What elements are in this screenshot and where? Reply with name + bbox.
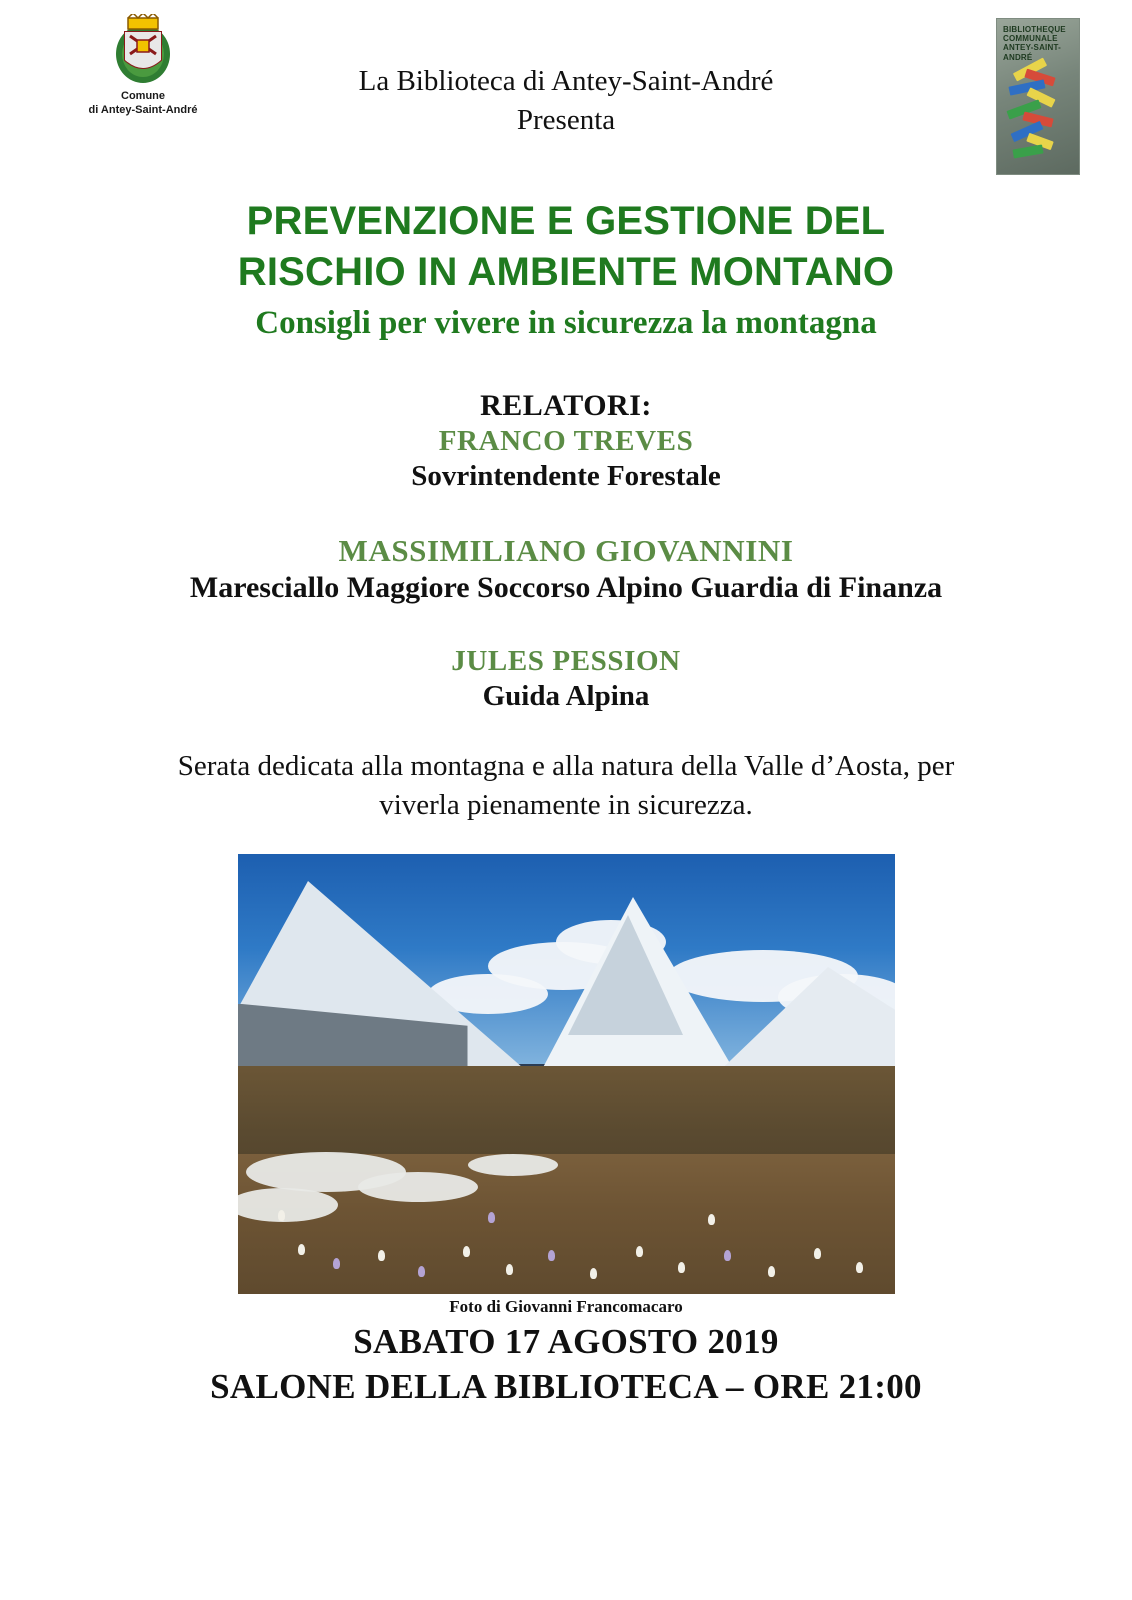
event-date: SABATO 17 AGOSTO 2019 — [353, 1321, 779, 1361]
crocus-flower — [814, 1248, 821, 1259]
crocus-flower — [418, 1266, 425, 1277]
speaker-role: Guida Alpina — [482, 680, 650, 713]
mountain-shadow — [568, 912, 683, 1035]
mountain-landscape-photo — [238, 854, 895, 1294]
crocus-flower — [506, 1264, 513, 1275]
title-line-2: RISCHIO IN AMBIENTE MONTANO — [237, 250, 895, 295]
crest-caption-line2: di Antey-Saint-André — [88, 103, 198, 116]
library-logo-line2: COMMUNALE — [1003, 34, 1058, 44]
mountain-peak-right — [708, 964, 895, 1082]
speaker-name: MASSIMILIANO GIOVANNINI — [338, 533, 794, 569]
speaker-item — [0, 533, 1132, 605]
crocus-flower — [724, 1250, 731, 1261]
library-logo-line1: BIBLIOTHEQUE — [1003, 25, 1066, 34]
photo-credit: Foto di Giovanni Francomacaro — [449, 1296, 683, 1316]
crocus-flower — [590, 1268, 597, 1279]
poster-header — [0, 0, 1132, 180]
speaker-item — [0, 425, 1132, 493]
crocus-flower — [768, 1266, 775, 1277]
speaker-role: Sovrintendente Forestale — [411, 460, 721, 493]
crocus-flower — [548, 1250, 555, 1261]
title-block — [0, 196, 1132, 345]
crocus-flower — [298, 1244, 305, 1255]
crocus-flower — [708, 1214, 715, 1225]
speaker-item — [0, 645, 1132, 713]
event-footer — [0, 1319, 1132, 1410]
description-line1: Serata dedicata alla montagna e alla natura della Valle d’Aosta, per — [177, 750, 955, 783]
library-logo-line3: ANTEY-SAINT-ANDRÉ — [1003, 43, 1061, 62]
speakers-section — [0, 389, 1132, 713]
crocus-flower — [856, 1262, 863, 1273]
speaker-role: Maresciallo Maggiore Soccorso Alpino Guardia di Finanza — [189, 571, 943, 605]
description-block — [86, 747, 1046, 825]
presenter-line1: La Biblioteca di Antey-Saint-André — [358, 65, 774, 97]
crocus-flower — [278, 1210, 285, 1221]
speakers-label: RELATORI: — [480, 389, 652, 423]
event-venue: SALONE DELLA BIBLIOTECA – ORE 21:00 — [210, 1367, 922, 1407]
crocus-flower — [488, 1212, 495, 1223]
snow-patch — [238, 1188, 338, 1222]
crest-caption-line1: Comune — [121, 90, 165, 102]
snow-patch — [468, 1154, 558, 1176]
presenter-block — [0, 62, 1132, 140]
snow-patch — [358, 1172, 478, 1202]
crocus-flower — [333, 1258, 340, 1269]
crocus-flower — [378, 1250, 385, 1261]
description-line2: viverla pienamente in sicurezza. — [379, 789, 753, 822]
crocus-flower — [636, 1246, 643, 1257]
presenter-line2: Presenta — [516, 104, 616, 137]
photo-block — [238, 854, 895, 1317]
crocus-flower — [463, 1246, 470, 1257]
speaker-name: FRANCO TREVES — [438, 425, 694, 458]
subtitle: Consigli per vivere in sicurezza la montagna — [255, 305, 877, 342]
speaker-name: JULES PESSION — [451, 645, 681, 678]
title-line-1: PREVENZIONE E GESTIONE DEL — [246, 199, 886, 243]
crocus-flower — [678, 1262, 685, 1273]
